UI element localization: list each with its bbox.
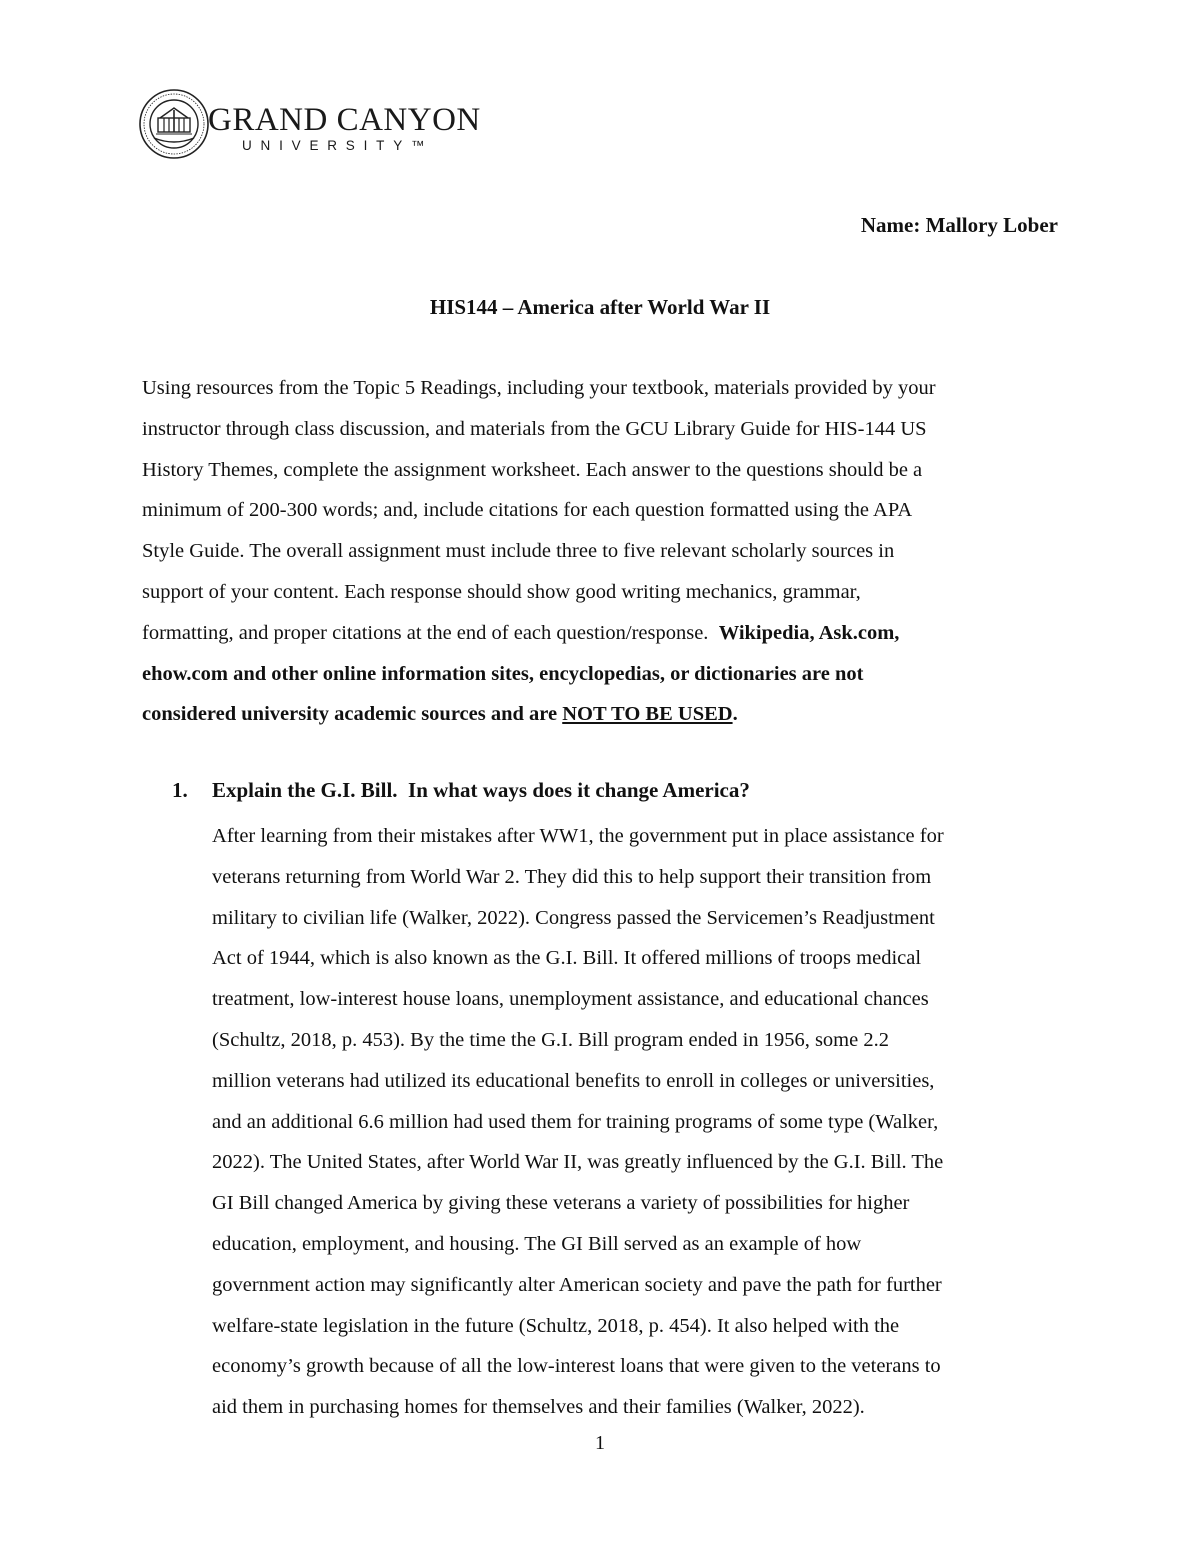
answer-line: (Schultz, 2018, p. 453). By the time the G.I. Bill program ended in 1956, some 2.2 <box>212 1028 889 1051</box>
answer-line: economy’s growth because of all the low-interest loans that were given to the veterans to <box>212 1355 941 1378</box>
intro-line: support of your content. Each response should show good writing mechanics, grammar, <box>142 580 861 603</box>
intro-line <box>142 613 1062 654</box>
period: . <box>732 703 738 726</box>
intro-line <box>142 694 1062 735</box>
answer-line: aid them in purchasing homes for themselves and their families (Walker, 2022). <box>212 1396 865 1419</box>
answer-line: government action may significantly alter American society and pave the path for further <box>212 1273 942 1296</box>
intro-line: Using resources from the Topic 5 Readings, including your textbook, materials provided by your <box>142 377 936 399</box>
answer-line: 2022). The United States, after World War II, was greatly influenced by the G.I. Bill. The <box>212 1151 944 1174</box>
intro-line: History Themes, complete the assignment worksheet. Each answer to the questions should be a <box>142 458 923 481</box>
bold-warning-text: ehow.com and other online information sites, encyclopedias, or dictionaries are not <box>142 662 864 685</box>
intro-line-text: formatting, and proper citations at the end of each question/response. <box>142 621 719 644</box>
answer-line: After learning from their mistakes after WW1, the government put in place assistance for <box>212 825 944 847</box>
bold-warning-text: considered university academic sources and are <box>142 703 563 726</box>
answer-line: Act of 1944, which is also known as the G.I. Bill. It offered millions of troops medical <box>212 947 922 970</box>
intro-line: Style Guide. The overall assignment must include three to five relevant scholarly sources in <box>142 540 895 563</box>
bold-warning-text: Wikipedia, Ask.com, <box>718 621 900 644</box>
answer-line: welfare-state legislation in the future (Schultz, 2018, p. 454). It also helped with the <box>212 1314 900 1337</box>
intro-line <box>142 654 1062 695</box>
intro-line: minimum of 200-300 words; and, include citations for each question formatted using the APA <box>142 499 913 522</box>
intro-line: instructor through class discussion, and materials from the GCU Library Guide for HIS-144 US <box>142 417 927 440</box>
question-text: Explain the G.I. Bill. In what ways does it change America? <box>212 778 750 802</box>
page-number: 1 <box>595 1432 605 1454</box>
not-to-be-used-text: NOT TO BE USED <box>562 703 733 726</box>
question-number: 1. <box>172 778 188 802</box>
answer-1 <box>212 816 1072 1428</box>
university-logo <box>138 88 481 160</box>
university-seal-icon <box>138 88 210 160</box>
answer-line: military to civilian life (Walker, 2022). Congress passed the Servicemen’s Readjustment <box>212 906 935 929</box>
logo-university-name: GRAND CANYON <box>208 102 481 138</box>
student-name: Name: Mallory Lober <box>860 213 1058 237</box>
answer-line: GI Bill changed America by giving these veterans a variety of possibilities for higher <box>212 1192 910 1215</box>
answer-line: and an additional 6.6 million had used them for training programs of some type (Walker, <box>212 1110 939 1133</box>
question-1 <box>172 778 750 803</box>
logo-university-subtitle: UNIVERSITY™ <box>242 138 434 153</box>
document-title: HIS144 – America after World War II <box>429 295 771 319</box>
answer-line: veterans returning from World War 2. They did this to help support their transition from <box>212 865 932 888</box>
answer-line: million veterans had utilized its educational benefits to enroll in colleges or universities, <box>212 1069 935 1092</box>
intro-paragraph <box>142 368 1062 735</box>
answer-line: education, employment, and housing. The GI Bill served as an example of how <box>212 1232 862 1255</box>
answer-line: treatment, low-interest house loans, unemployment assistance, and educational chances <box>212 988 929 1011</box>
